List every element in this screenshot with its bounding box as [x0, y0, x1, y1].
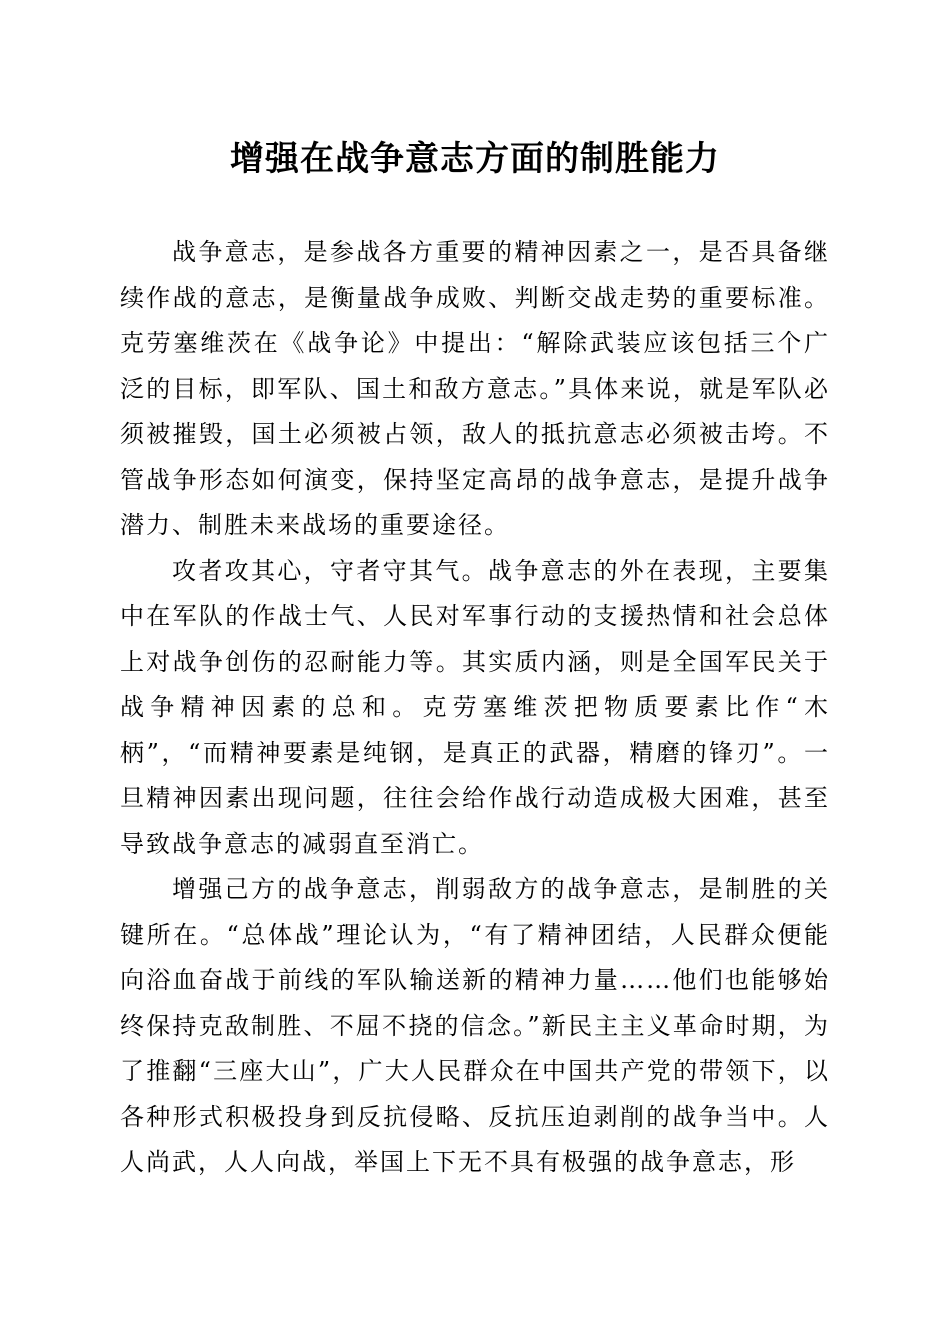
paragraph-2: 攻者攻其心，守者守其气。战争意志的外在表现，主要集中在军队的作战士气、人民对军事行动的支援热情和社会总体上对战争创伤的忍耐能力等。其实质内涵，则是全国军民关于战争精神因素的总和。克劳塞维茨把物质要素比作“木柄”，“而精神要素是纯钢，是真正的武器，精磨的锋刃”。一旦精神因素出现问题，往往会给作战行动造成极大困难，甚至导致战争意志的减弱直至消亡。: [120, 556, 830, 858]
paragraph-1: 战争意志，是参战各方重要的精神因素之一，是否具备继续作战的意志，是衡量战争成败、判断交战走势的重要标准。克劳塞维茨在《战争论》中提出：“解除武装应该包括三个广泛的目标，即军队、国土和敌方意志。”具体来说，就是军队必须被摧毁，国土必须被占领，敌人的抵抗意志必须被击垮。不管战争形态如何演变，保持坚定高昂的战争意志，是提升战争潜力、制胜未来战场的重要途径。: [120, 238, 830, 539]
page-title: 增强在战争意志方面的制胜能力: [230, 139, 720, 179]
paragraph-3: 增强己方的战争意志，削弱敌方的战争意志，是制胜的关键所在。“总体战”理论认为，“有了精神团结，人民群众便能向浴血奋战于前线的军队输送新的精神力量……他们也能够始终保持克敌制胜、不屈不挠的信念。”新民主主义革命时期，为了推翻“三座大山”，广大人民群众在中国共产党的带领下，以各种形式积极投身到反抗侵略、反抗压迫剥削的战争当中。人人尚武，人人向战，举国上下无不具有极强的战争意志，形: [120, 875, 830, 1176]
article-body: [120, 230, 830, 1186]
